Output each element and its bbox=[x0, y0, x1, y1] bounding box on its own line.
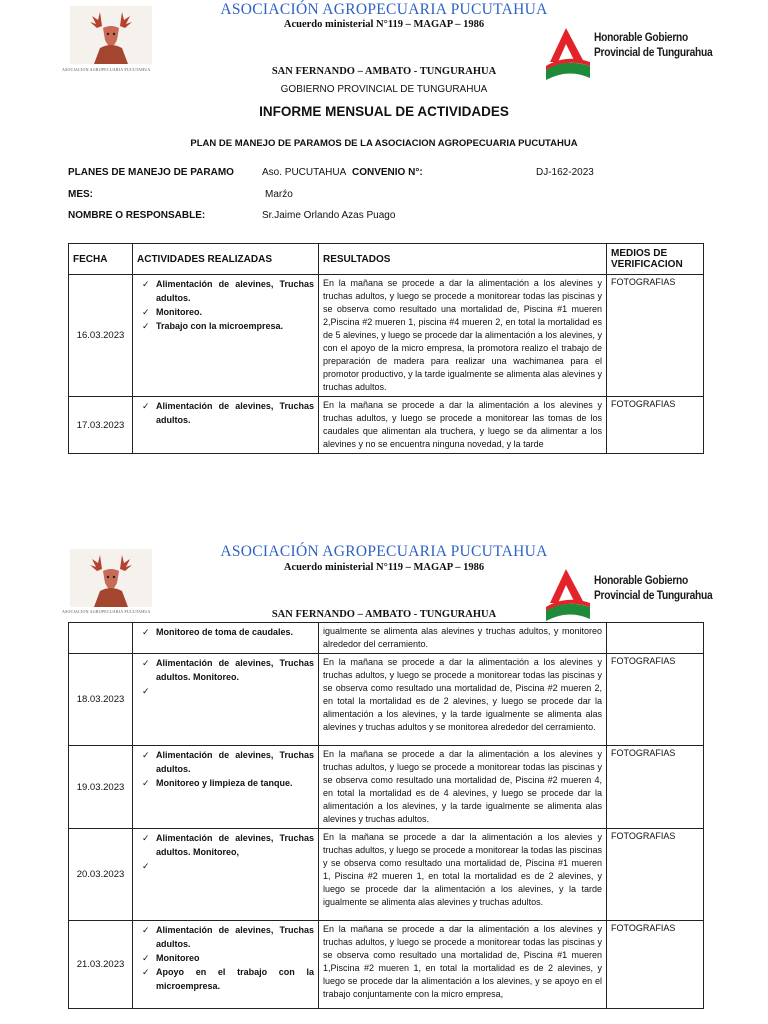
result-cell: En la mañana se procede a dar la alimentación a los alevines y truchas adultos, y luego se procede a monitorear todas las piscinas y se observa como resultado una mortalidad de, Piscina #1 mueren 1,Piscina #2 mueren 1, en total la mortalidad es de 2 alevines, y luego se procede dar la alimentación a los alevines, y se apoyo en el trabajo conjuntamente con la micro empresa, bbox=[319, 921, 607, 1009]
convenio-label: CONVENIO N°: bbox=[352, 167, 423, 178]
plan-label: PLANES DE MANEJO DE PARAMO bbox=[68, 167, 234, 178]
activities-cell bbox=[133, 829, 319, 921]
activity-item bbox=[137, 776, 314, 790]
location-line: SAN FERNANDO – AMBATO - TUNGURAHUA bbox=[271, 66, 497, 77]
table-body-page-2 bbox=[69, 623, 704, 1009]
page-gap bbox=[0, 458, 768, 540]
verification-cell: FOTOGRAFIAS bbox=[607, 921, 704, 1009]
result-cell: En la mañana se procede a dar la alimentación a los alevies y truchas adultos, y luego se procede a monitorear la todas las piscinas y se observa como resultado una mortalidad de, Piscina #1 mueren 1, Piscina #2 mueren 1, en total la mortalidad es de 2 alevines, y luego se procede dar la alimentación a los alevines, y la tarde igualmente se alimenta alas alevines y truchas adultos. bbox=[319, 829, 607, 921]
table-row bbox=[69, 654, 704, 746]
verification-cell: FOTOGRAFIAS bbox=[607, 829, 704, 921]
checkmark-icon: ✓ bbox=[142, 321, 150, 331]
result-cell: En la mañana se procede a dar la alimentación a los alevines y truchas adultos, y luego se procede a monitorear las tomas de los caudales que alimentan ala truchera, y luego se da alimentar a los alevines y no se encuentra ninguna novedad, y la tarde bbox=[319, 397, 607, 454]
header-verification: MEDIOS DE VERIFICACION bbox=[607, 244, 704, 275]
activity-item bbox=[137, 319, 314, 333]
activity-text: Alimentación de alevines, Truchas adultos. bbox=[156, 925, 314, 949]
result-cell: En la mañana se procede a dar la alimentación a los alevines y truchas adultos, y luego se procede a monitorear todas las piscinas y se observa como resultado una mortalidad de, Piscina #1 mueren 2,Piscina #2 mueren 1, piscina #4 mueren 2, en total la mortalidad es de 5 alevines, y luego se procede dar la alimentación a los alevines, y con el apoyo de la micro empresa, la promotora realizo el trabajo de preparación de madera para realizar una wachimanea para el promotor productivo, y la tarde igualmente se alimenta alas alevines y truchas adultos. bbox=[319, 275, 607, 397]
activities-list bbox=[137, 625, 314, 639]
activities-list bbox=[137, 748, 314, 790]
activity-text: Trabajo con la microempresa. bbox=[156, 321, 284, 331]
association-title: ASOCIACIÓN AGROPECUARIA PUCUTAHUA bbox=[220, 543, 548, 560]
activities-list bbox=[137, 277, 314, 333]
verification-cell bbox=[607, 623, 704, 654]
checkmark-icon: ✓ bbox=[142, 658, 150, 668]
association-title: ASOCIACIÓN AGROPECUARIA PUCUTAHUA bbox=[220, 1, 548, 18]
activity-text: Apoyo en el trabajo con la microempresa. bbox=[156, 967, 314, 991]
activities-table-continued bbox=[68, 622, 704, 1009]
activity-item bbox=[137, 625, 314, 639]
gov-logo-line1: Honorable Gobierno bbox=[594, 30, 689, 44]
checkmark-icon: ✓ bbox=[142, 627, 150, 637]
activities-cell bbox=[133, 654, 319, 746]
agreement-line: Acuerdo ministerial N°119 – MAGAP – 1986 bbox=[283, 19, 485, 30]
table-row bbox=[69, 829, 704, 921]
activity-item bbox=[137, 831, 314, 859]
activity-item bbox=[137, 656, 314, 684]
date-cell: 17.03.2023 bbox=[69, 397, 133, 454]
checkmark-icon: ✓ bbox=[142, 279, 150, 289]
date-cell bbox=[69, 623, 133, 654]
activity-item bbox=[137, 305, 314, 319]
activity-text: Monitoreo bbox=[156, 953, 200, 963]
checkmark-icon: ✓ bbox=[142, 686, 150, 696]
gov-logo-line1: Honorable Gobierno bbox=[594, 573, 689, 587]
checkmark-icon: ✓ bbox=[142, 953, 150, 963]
responsible-label: NOMBRE O RESPONSABLE: bbox=[68, 210, 206, 221]
table-body-page-1 bbox=[69, 275, 704, 454]
activity-item bbox=[137, 399, 314, 427]
report-title: INFORME MENSUAL DE ACTIVIDADES bbox=[259, 104, 509, 119]
activity-text: Monitoreo y limpieza de tanque. bbox=[156, 778, 293, 788]
checkmark-icon: ✓ bbox=[142, 401, 150, 411]
activity-text: Alimentación de alevines, Truchas adultos. bbox=[156, 750, 314, 774]
government-name: GOBIERNO PROVINCIAL DE TUNGURAHUA bbox=[280, 84, 488, 95]
activity-text: Alimentación de alevines, Truchas adultos. Monitoreo, bbox=[156, 833, 314, 857]
date-cell: 19.03.2023 bbox=[69, 746, 133, 829]
activities-list bbox=[137, 656, 314, 696]
header-date: FECHA bbox=[69, 244, 133, 275]
month-value: Marźo bbox=[265, 189, 293, 200]
activity-text: Alimentación de alevines, Truchas adultos. Monitoreo. bbox=[156, 658, 314, 682]
checkmark-icon: ✓ bbox=[142, 861, 150, 871]
activities-cell bbox=[133, 921, 319, 1009]
table-row bbox=[69, 623, 704, 654]
checkmark-icon: ✓ bbox=[142, 925, 150, 935]
month-label: MES: bbox=[68, 189, 93, 200]
activity-item bbox=[137, 965, 314, 993]
checkmark-icon: ✓ bbox=[142, 307, 150, 317]
checkmark-icon: ✓ bbox=[142, 967, 150, 977]
gov-logo-line2: Provincial de Tungurahua bbox=[594, 588, 713, 602]
verification-cell: FOTOGRAFIAS bbox=[607, 275, 704, 397]
activities-list bbox=[137, 831, 314, 871]
date-cell: 20.03.2023 bbox=[69, 829, 133, 921]
verification-cell: FOTOGRAFIAS bbox=[607, 746, 704, 829]
agreement-line: Acuerdo ministerial N°119 – MAGAP – 1986 bbox=[283, 562, 485, 573]
result-cell: En la mañana se procede a dar la alimentación a los alevines y truchas adultos, y luego se procede a monitorear todas las piscinas y se observa como resultado una mortalidad de, Piscina #2 mueren 2, en total la mortalidad es de 2 alevines, y luego se procede dar la alimentación a los alevines, y la tarde igualmente se alimenta alas alevines y truchas adultos y se monitorea alrededor del cerramiento. bbox=[319, 654, 607, 746]
activity-text: Monitoreo de toma de caudales. bbox=[156, 627, 294, 637]
activities-cell bbox=[133, 623, 319, 654]
table-row bbox=[69, 746, 704, 829]
plan-value: Aso. PUCUTAHUA bbox=[262, 167, 347, 178]
plan-title: PLAN DE MANEJO DE PARAMOS DE LA ASOCIACION AGROPECUARIA PUCUTAHUA bbox=[190, 138, 578, 149]
header-activities: ACTIVIDADES REALIZADAS bbox=[133, 244, 319, 275]
activity-text: Alimentación de alevines, Truchas adultos. bbox=[156, 401, 314, 425]
date-cell: 18.03.2023 bbox=[69, 654, 133, 746]
date-cell: 21.03.2023 bbox=[69, 921, 133, 1009]
table-row bbox=[69, 921, 704, 1009]
checkmark-icon: ✓ bbox=[142, 750, 150, 760]
logo-caption: ASOCIACION AGROPECUARIA PUCUTAHUA bbox=[62, 67, 151, 72]
activity-item bbox=[137, 277, 314, 305]
date-cell: 16.03.2023 bbox=[69, 275, 133, 397]
table-header-row bbox=[69, 244, 704, 275]
location-line: SAN FERNANDO – AMBATO - TUNGURAHUA bbox=[271, 609, 497, 620]
verification-cell: FOTOGRAFIAS bbox=[607, 397, 704, 454]
activities-list bbox=[137, 399, 314, 427]
table-row bbox=[69, 275, 704, 397]
activities-cell bbox=[133, 746, 319, 829]
activity-text: Monitoreo. bbox=[156, 307, 202, 317]
activity-item bbox=[137, 748, 314, 776]
activities-table bbox=[68, 243, 704, 454]
convenio-value: DJ-162-2023 bbox=[536, 167, 594, 178]
activity-text: Alimentación de alevines, Truchas adultos. bbox=[156, 279, 314, 303]
logo-caption: ASOCIACION AGROPECUARIA PUCUTAHUA bbox=[62, 609, 151, 614]
document-page-2 bbox=[0, 540, 768, 1024]
result-cell: En la mañana se procede a dar la alimentación a los alevines y truchas adultos, y luego se procede a monitorear todas las piscinas y se observa como resultado una mortalidad de, Piscina #2 mueren 4, en total la mortalidad es de 4 alevines, y luego se procede dar la alimentación a los alevines, y la tarde igualmente se alimenta alas alevines y truchas adultos. bbox=[319, 746, 607, 829]
activity-item bbox=[137, 951, 314, 965]
activity-item bbox=[137, 923, 314, 951]
activities-list bbox=[137, 923, 314, 993]
result-cell: igualmente se alimenta alas alevines y truchas adultos, y monitoreo alrededor del cerramiento. bbox=[319, 623, 607, 654]
document-page-1 bbox=[0, 0, 768, 458]
gov-logo-line2: Provincial de Tungurahua bbox=[594, 45, 713, 59]
checkmark-icon: ✓ bbox=[142, 833, 150, 843]
responsible-value: Sr.Jaime Orlando Azas Puago bbox=[262, 210, 396, 221]
table-row bbox=[69, 397, 704, 454]
activities-cell bbox=[133, 397, 319, 454]
header-results: RESULTADOS bbox=[319, 244, 607, 275]
checkmark-icon: ✓ bbox=[142, 778, 150, 788]
activities-cell bbox=[133, 275, 319, 397]
verification-cell: FOTOGRAFIAS bbox=[607, 654, 704, 746]
